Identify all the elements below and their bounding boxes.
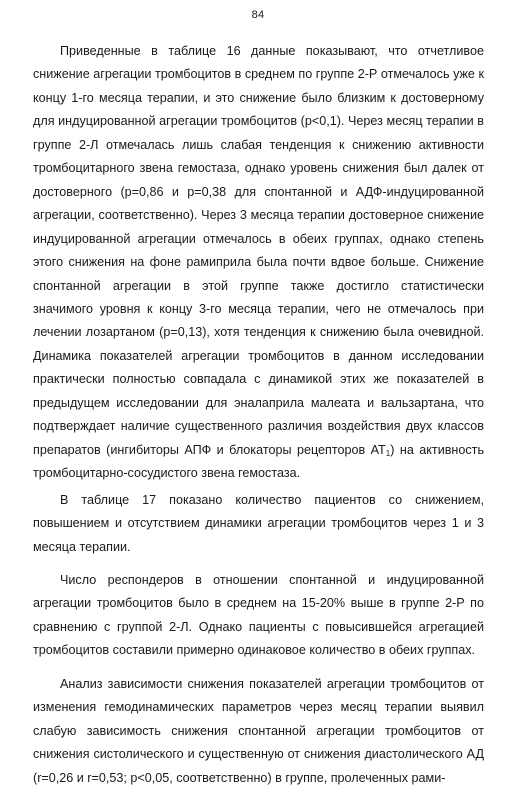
paragraph-4: Анализ зависимости снижения показателей агрегации тромбоцитов от изменения гемодинамических параметров через месяц терапии выявил слабую зависимость снижения спонтанной агрегации тромбоцитов от снижения систолического и существенную от снижения диастолического АД (r=0,26 и r=0,53; р<0,05, соответственно) в группе, пролеченных рами-: [33, 676, 484, 785]
paragraph-1-text: Приведенные в таблице 16 данные показывают, что отчетливое снижение агрегации тромбоцитов в среднем по группе 2-Р отмечалось уже к концу 1-го месяца терапии, и это снижение было близким к достоверному для индуцированной агрегации тромбоцитов (р<0,1). Через месяц терапии в группе 2-Л отмечалась лишь слабая тенденция к снижению активности тромбоцитарного звена гемостаза, однако уровень снижения был далек от достоверного (р=0,86 и р=0,38 для спонтанной и АДФ-индуцированной агрегации, соответственно). Через 3 месяца терапии достоверное снижение индуцированной агрегации отмечалось в обеих группах, однако степень этого снижения на фоне рамиприла была почти вдвое больше. Снижение спонтанной агрегации в этой группе также достигло статистически значимого уровня к концу 3-го месяца терапии, чего не отмечалось при лечении лозартаном (р=0,13), хотя тенденция к снижению была очевидной. Динамика показателей агрегации тромбоцитов в данном исследовании практически полностью совпадала с динамикой этих же показателей в предыдущем исследовании для эналаприла малеата и вальзартана, что подтверждает наличие существенного различия воздействия двух классов препаратов (ингибиторы АПФ и блокаторы рецепторов АТ: [33, 44, 484, 457]
at-receptor-subscript: 1: [385, 448, 391, 458]
paragraph-1-tail: ) на активность тромбоцитарно-сосудистого звена гемостаза.: [33, 442, 485, 481]
paragraph-3: Число респондеров в отношении спонтанной и индуцированной агрегации тромбоцитов было в среднем на 15-20% выше в группе 2-Р по сравнению с группой 2-Л. Однако пациенты с повысившейся агрегацией тромбоцитов составили примерно одинаковое количество в обеих группах.: [33, 572, 484, 658]
paragraph-1: [33, 40, 484, 486]
page-body: [33, 40, 484, 790]
paragraph-2: В таблице 17 показано количество пациентов со снижением, повышением и отсутствием динамики агрегации тромбоцитов через 1 и 3 месяца терапии.: [33, 492, 484, 554]
page-number: 84: [251, 9, 265, 21]
